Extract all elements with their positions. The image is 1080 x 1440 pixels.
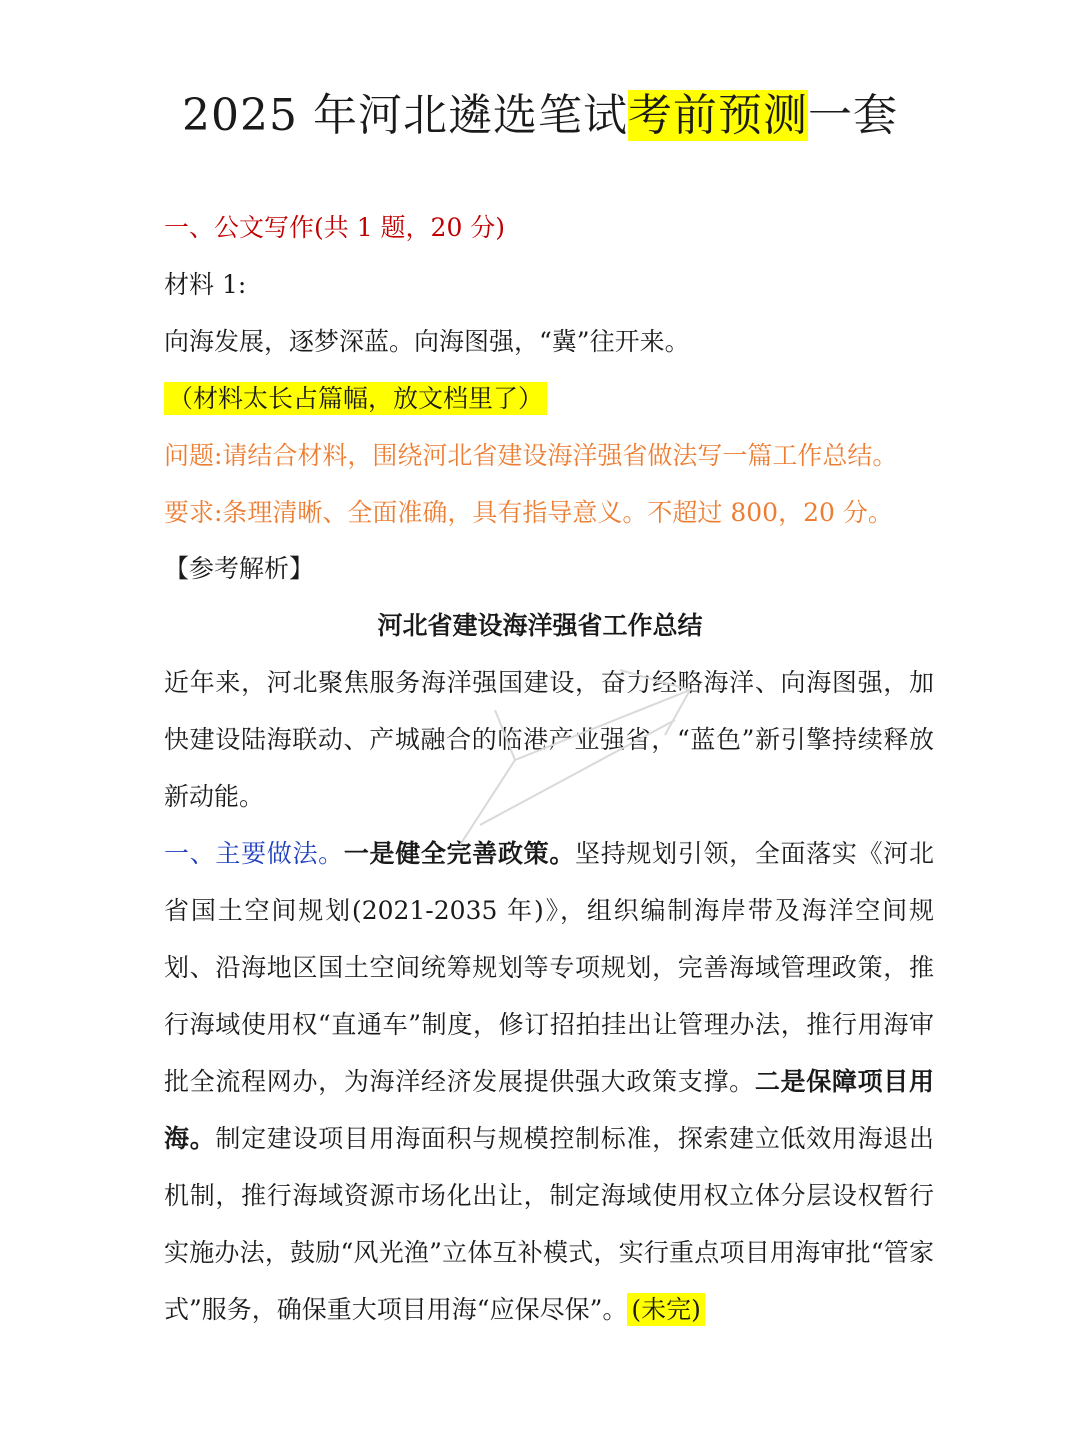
point2-title: 二是保障项目用海。 xyxy=(164,1067,934,1153)
essay-title: 河北省建设海洋强省工作总结 xyxy=(377,611,703,640)
title-part1: 2025 年河北遴选笔试 xyxy=(182,90,628,141)
requirement-text: 要求:条理清晰、全面准确，具有指导意义。不超过 800，20 分。 xyxy=(164,498,893,527)
material-note-line xyxy=(164,379,944,419)
page-title xyxy=(0,82,1080,150)
point2-text: 制定建设项目用海面积与规模控制标准，探索建立低效用海退出机制，推行海域资源市场化出让，制定海域使用权立体分层设权暂行实施办法，鼓励“风光渔”立体互补模式，实行重点项目用海审批“管家式”服务，确保重大项目用海“应保尽保”。 xyxy=(164,1124,934,1324)
body-paragraph xyxy=(164,825,934,1338)
section-heading: 一、公文写作(共 1 题，20 分) xyxy=(164,213,506,242)
material-label: 材料 1: xyxy=(164,270,247,299)
point1-text: 坚持规划引领，全面落实《河北省国土空间规划(2021-2035 年)》，组织编制海岸带及海洋空间规划、沿海地区国土空间统筹规划等专项规划，完善海域管理政策，推行海域使用权“直通车”制度，修订招拍挂出让管理办法，推行用海审批全流程网办，为海洋经济发展提供强大政策支撑。 xyxy=(164,839,934,1096)
intro-paragraph: 近年来，河北聚焦服务海洋强国建设，奋力经略海洋、向海图强，加快建设陆海联动、产城融合的临港产业强省，“蓝色”新引擎持续释放新动能。 xyxy=(164,668,934,811)
material-note: （材料太长占篇幅，放文档里了） xyxy=(164,382,547,415)
reference-label: 【参考解析】 xyxy=(164,554,315,583)
question-text: 问题:请结合材料，围绕河北省建设海洋强省做法写一篇工作总结。 xyxy=(164,441,898,470)
unfinished-marker: (未完) xyxy=(627,1293,705,1326)
title-part2: 一套 xyxy=(807,90,898,141)
body-heading: 一、主要做法 xyxy=(164,839,319,868)
material-line: 向海发展，逐梦深蓝。向海图强，“冀”往开来。 xyxy=(164,327,690,356)
title-highlight: 考前预测 xyxy=(627,90,808,141)
point1-title: 一是健全完善政策。 xyxy=(343,839,576,868)
body-heading-dot: 。 xyxy=(318,839,344,868)
